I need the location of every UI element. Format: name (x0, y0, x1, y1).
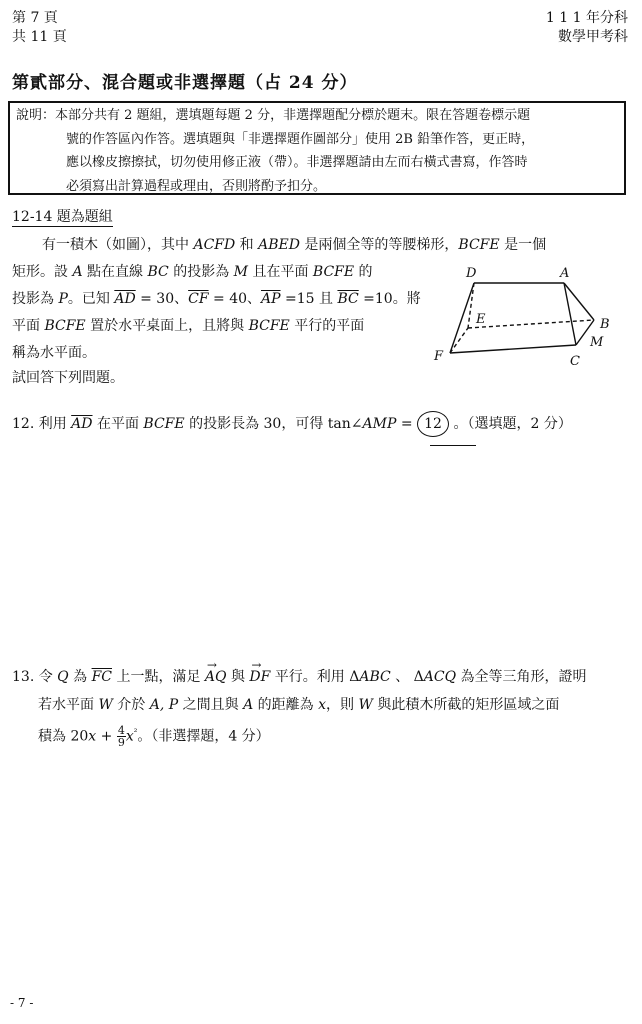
page-total: 共 11 頁 (12, 29, 67, 45)
answer-underline (430, 445, 476, 446)
answer-blank-12[interactable]: 12 (417, 411, 449, 437)
edge-FE (450, 328, 468, 353)
page-number: 第 7 頁 (12, 10, 58, 26)
question-13-line-1: 13. 令 Q 為 $\overline{FC}$ 上一點，滿足 → AQ 與 → DF 平行。利用 ΔABC 、 ΔACQ 為全等三角形，證明 (12, 662, 587, 692)
edge-AC (564, 283, 576, 345)
intro-line-5: 稱為水平面。 (12, 345, 96, 361)
instructions-line-3: 應以橡皮擦擦拭，切勿使用修正液（帶）。非選擇題請由左而右橫式書寫，作答時 (66, 155, 528, 170)
question-13-line-3: 積為 20x + $\frac{4}{9}$ $x^{^2}$。（非選擇題，4 分） (38, 724, 270, 750)
instructions-box (8, 101, 626, 195)
edge-DF (450, 283, 474, 353)
intro-line-2: 矩形。設 A 點在直線 BC 的投影為 M 且在平面 BCFE 的 (12, 264, 373, 280)
label-C: C (570, 354, 580, 369)
edge-EB (468, 320, 594, 328)
label-E: E (476, 312, 486, 327)
label-B: B (600, 317, 610, 332)
intro-line-6: 試回答下列問題。 (12, 370, 124, 386)
block-figure (428, 262, 628, 374)
exam-year-subject: 1 1 1 年分科 (545, 10, 628, 26)
section-title: 第貳部分、混合題或非選擇題（占 24 分） (12, 73, 358, 93)
intro-line-3: 投影為 P。已知 $\overline{AD} = 30$、$\overline{CF} = 40$、$\overline{AP} =15$ 且 $\overline{BC} =10$。將 (12, 291, 421, 307)
page-footer: - 7 - (10, 996, 34, 1010)
edge-AB (564, 283, 594, 320)
label-M: M (590, 335, 604, 350)
label-D: D (466, 266, 477, 281)
label-A: A (560, 266, 570, 281)
label-F: F (434, 349, 444, 364)
intro-line-4: 平面 BCFE 置於水平桌面上，且將與 BCFE 平行的平面 (12, 318, 365, 334)
exam-name: 數學甲考科 (558, 29, 628, 45)
question-group-label: 12-14 題為題組 (12, 209, 113, 225)
fraction-4-9: $\frac{4}{9}$ (117, 724, 125, 750)
intro-line-1: 有一積木（如圖），其中 ACFD 和 ABED 是兩個全等的等腰梯形，BCFE 是一個 (42, 237, 547, 253)
instructions-line-1: 說明：本部分共有 2 題組，選填題每題 2 分，非選擇題配分標於題末。限在答題卷標示題 (16, 108, 531, 123)
question-13-line-2: 若水平面 W 介於 A, P 之間且與 A 的距離為 x，則 W 與此積木所截的矩形區域之面 (38, 697, 560, 713)
question-12: 12. 利用 $\overline{AD}$ 在平面 BCFE 的投影長為 30，可得 tan∠AMP = 12 。（選填題，2 分） (12, 411, 572, 437)
edge-FC (450, 345, 576, 353)
instructions-line-2: 號的作答區內作答。選填題與「非選擇題作圖部分」使用 2B 鉛筆作答，更正時， (66, 131, 535, 147)
instructions-line-4: 必須寫出計算過程或理由，否則將酌予扣分。 (66, 178, 327, 194)
